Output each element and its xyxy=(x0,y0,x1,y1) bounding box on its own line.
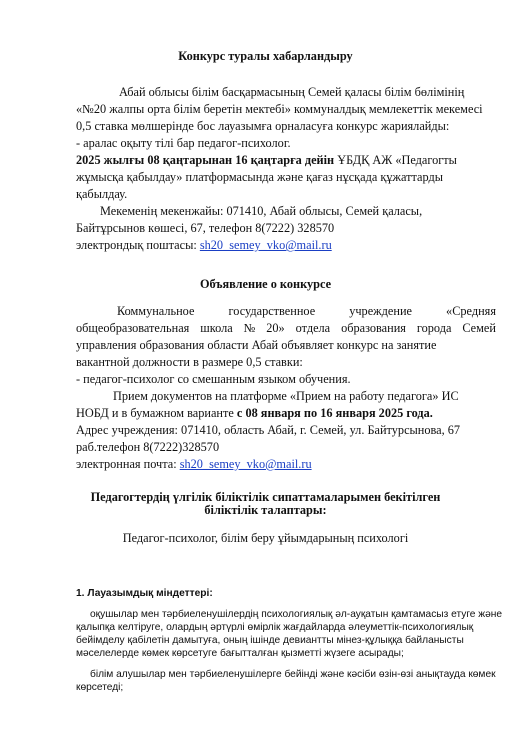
ru-paragraph-line: вакантной должности в размере 0,5 ставки: xyxy=(76,355,303,369)
duty-line: бейімделу қабілетін дамытуға, оның ішінде девиантты мінез-құлыққа байланысты xyxy=(76,635,464,646)
ru-word: 20» xyxy=(266,321,285,335)
ru-address-line: Адрес учреждения: 071410, область Абай, г. Семей, ул. Байтурсынова, 67 xyxy=(76,423,461,437)
ru-justified-line xyxy=(76,304,496,318)
kz-email-link[interactable]: sh20_semey_vko@mail.ru xyxy=(199,238,332,252)
ru-justified-line xyxy=(76,321,496,335)
kz-paragraph-line: Абай облысы білім басқармасының Семей қаласы білім бөлімінің xyxy=(119,85,465,99)
ru-word: «Средняя xyxy=(446,304,496,318)
duty-line: оқушылар мен тәрбиеленушілердің психологиялық әл-ауқатын қамтамасыз етуге және xyxy=(90,609,503,620)
kz-address-line: Мекеменің мекенжайы: 071410, Абай облысы, Семей қаласы, xyxy=(100,204,423,218)
ru-word: школа xyxy=(200,321,233,335)
ru-dates-text: НОБД и в бумажном варианте xyxy=(76,406,237,420)
ru-phone-line: раб.телефон 8(7222)328570 xyxy=(76,440,220,454)
kz-title: Конкурс туралы хабарландыру xyxy=(178,49,353,63)
ru-word: Семей xyxy=(462,321,496,335)
ru-word: города xyxy=(416,321,452,335)
ru-position-line: - педагог-психолог со смешанным языком обучения. xyxy=(76,372,351,386)
requirements-subtitle: Педагог-психолог, білім беру ұйымдарының психологі xyxy=(122,531,409,545)
requirements-heading: Педагогтердің үлгілік біліктілік сипаттамаларымен бекітілген xyxy=(90,490,441,504)
kz-paragraph-line: жұмысқа қабылдау» платформасында және қағаз нұсқада құжаттарды xyxy=(76,170,444,184)
section-title: 1. Лауазымдық міндеттері: xyxy=(76,588,213,599)
ru-email-label: электронная почта: xyxy=(76,457,180,471)
kz-address-line: Байтұрсынов көшесі, 67, телефон 8(7222) 328570 xyxy=(76,221,335,235)
kz-dates-line xyxy=(76,153,457,167)
ru-word: государственное xyxy=(228,304,316,318)
kz-position-line: - аралас оқыту тілі бар педагог-психолог. xyxy=(76,136,291,150)
kz-dates-bold: 2025 жылғы 08 қаңтарынан 16 қаңтарға дейін xyxy=(76,153,335,167)
ru-dates-line xyxy=(76,406,433,420)
duty-line: қалыпқа келтіруге, олардың әртүрлі өмірлік жағдайларда әлеуметтік-психологиялық xyxy=(76,622,474,633)
kz-paragraph-line: «№20 жалпы орта білім беретін мектебі» коммуналдық мемлекеттік мекемесі xyxy=(76,102,483,116)
ru-email-link[interactable]: sh20_semey_vko@mail.ru xyxy=(179,457,312,471)
duty-line: көрсетеді; xyxy=(76,682,124,693)
ru-word: образования xyxy=(341,321,406,335)
requirements-heading: біліктілік талаптары: xyxy=(204,503,327,517)
ru-word: № xyxy=(243,321,256,335)
kz-dates-rest: ҰБДҚ АЖ «Педагогты xyxy=(334,153,457,167)
ru-dates-bold: с 08 января по 16 января 2025 года. xyxy=(236,406,433,420)
duty-line: мәселелерде көмек көрсетуге бағытталған қызметті жүзеге асырады; xyxy=(76,648,404,659)
ru-paragraph-line: Прием документов на платформе «Прием на работу педагога» ИС xyxy=(113,389,459,403)
ru-word: учреждение xyxy=(349,304,412,318)
ru-word: отдела xyxy=(295,321,331,335)
kz-email-label: электрондық поштасы: xyxy=(76,238,200,252)
kz-paragraph-line: қабылдау. xyxy=(76,187,128,201)
kz-email-line xyxy=(76,238,332,252)
ru-word: общеобразовательная xyxy=(76,321,190,335)
ru-title: Объявление о конкурсе xyxy=(199,277,332,291)
kz-paragraph-line: 0,5 ставка мөлшерінде бос лауазымға орналасуға конкурс жариялайды: xyxy=(76,119,450,133)
duty-line: білім алушылар мен тәрбиеленушілерге бейінді және кәсіби өзін-өзі анықтауда көмек xyxy=(90,669,496,680)
ru-paragraph-line: управления образования области Абай объявляет конкурс на занятие xyxy=(76,338,437,352)
ru-email-line xyxy=(76,457,312,471)
ru-word: Коммунальное xyxy=(117,304,195,318)
